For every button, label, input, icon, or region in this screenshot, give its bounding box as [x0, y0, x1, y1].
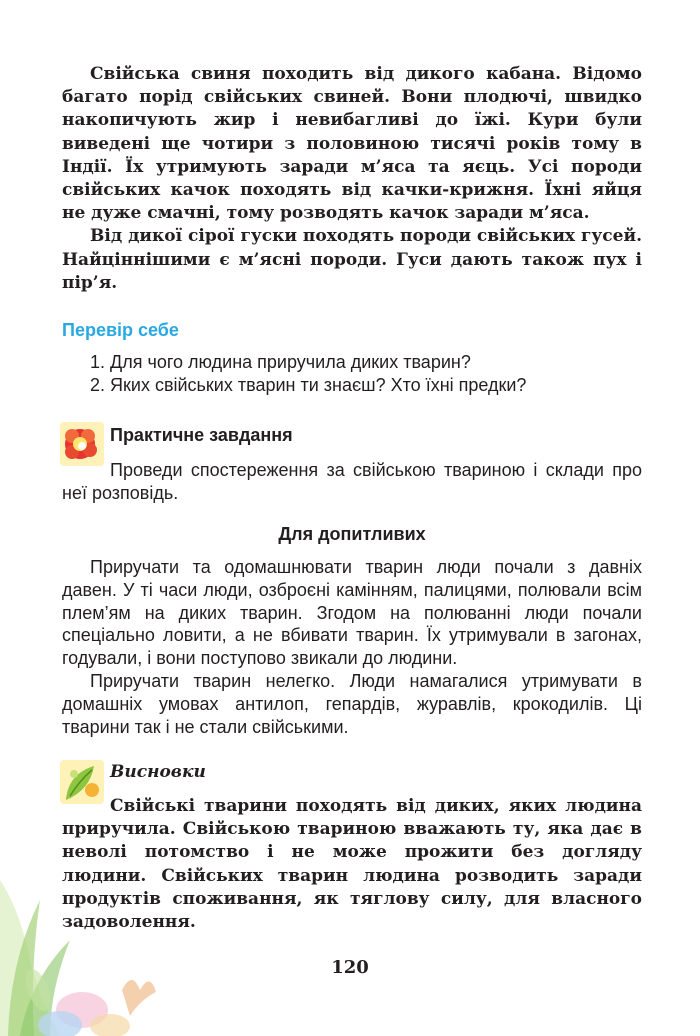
conclusions-text: Свійські тварини походять від диких, яких людина приручила. Свійською твариною вважають ту, яка дає в неволі потомство і не може прожити без догляду людини. Свійських тварин людина розводить заради продуктів споживання, як тяглову силу, для власного задоволення. [62, 796, 642, 933]
conclusions-title: Висновки [110, 762, 206, 782]
main-text [62, 63, 642, 295]
check-yourself-section [62, 320, 642, 397]
question-item: 2. Яких свійських тварин ти знаєш? Хто їхні предки? [90, 375, 527, 395]
curious-paragraph: Приручати тварин нелегко. Люди намагалися утримувати в домашніх умовах антилоп, гепардів, журавлів, крокодилів. Ці тварини так і не стали свійськими. [62, 670, 642, 737]
check-yourself-title: Перевір себе [62, 320, 179, 340]
curious-paragraph: Приручати та одомашнювати тварин люди почали з давніх давен. У ті часи люди, озброєні камінням, палицями, полювали всім плем’ям на диких тварин. Згодом на полюванні люди почали спеціально ловити, а не вбивати тварин. Їх утримували в загонах, годували, і вони поступово звикали до людини. [62, 557, 642, 669]
question-list [62, 351, 642, 397]
for-curious-section [62, 556, 642, 738]
practical-task-title: Практичне завдання [110, 425, 293, 445]
paragraph-geese: Від дикої сірої гуски походять породи свійських гусей. Найціннішими є м’ясні породи. Гуси дають також пух і пір’я. [62, 226, 642, 293]
practical-task-text: Проведи спостереження за свійською твариною і склади про неї розповідь. [62, 460, 642, 503]
question-item: 1. Для чого людина приручила диких тварин? [90, 352, 471, 372]
paragraph-pigs-poultry: Свійська свиня походить від дикого кабана. Відомо багато порід свійських свиней. Вони плодючі, швидко накопичують жир і невибагливі до їжі. Кури були виведені ще чотири з половиною тисячі років тому в Індії. Їх утримують заради м’яса та яєць. Усі породи свійських качок походять від качки-крижня. Їхні яйця не дуже смачні, тому розводять качок заради м’яса. [62, 64, 642, 224]
for-curious-title: Для допитливих [278, 524, 426, 544]
page-number: 120 [331, 957, 369, 978]
